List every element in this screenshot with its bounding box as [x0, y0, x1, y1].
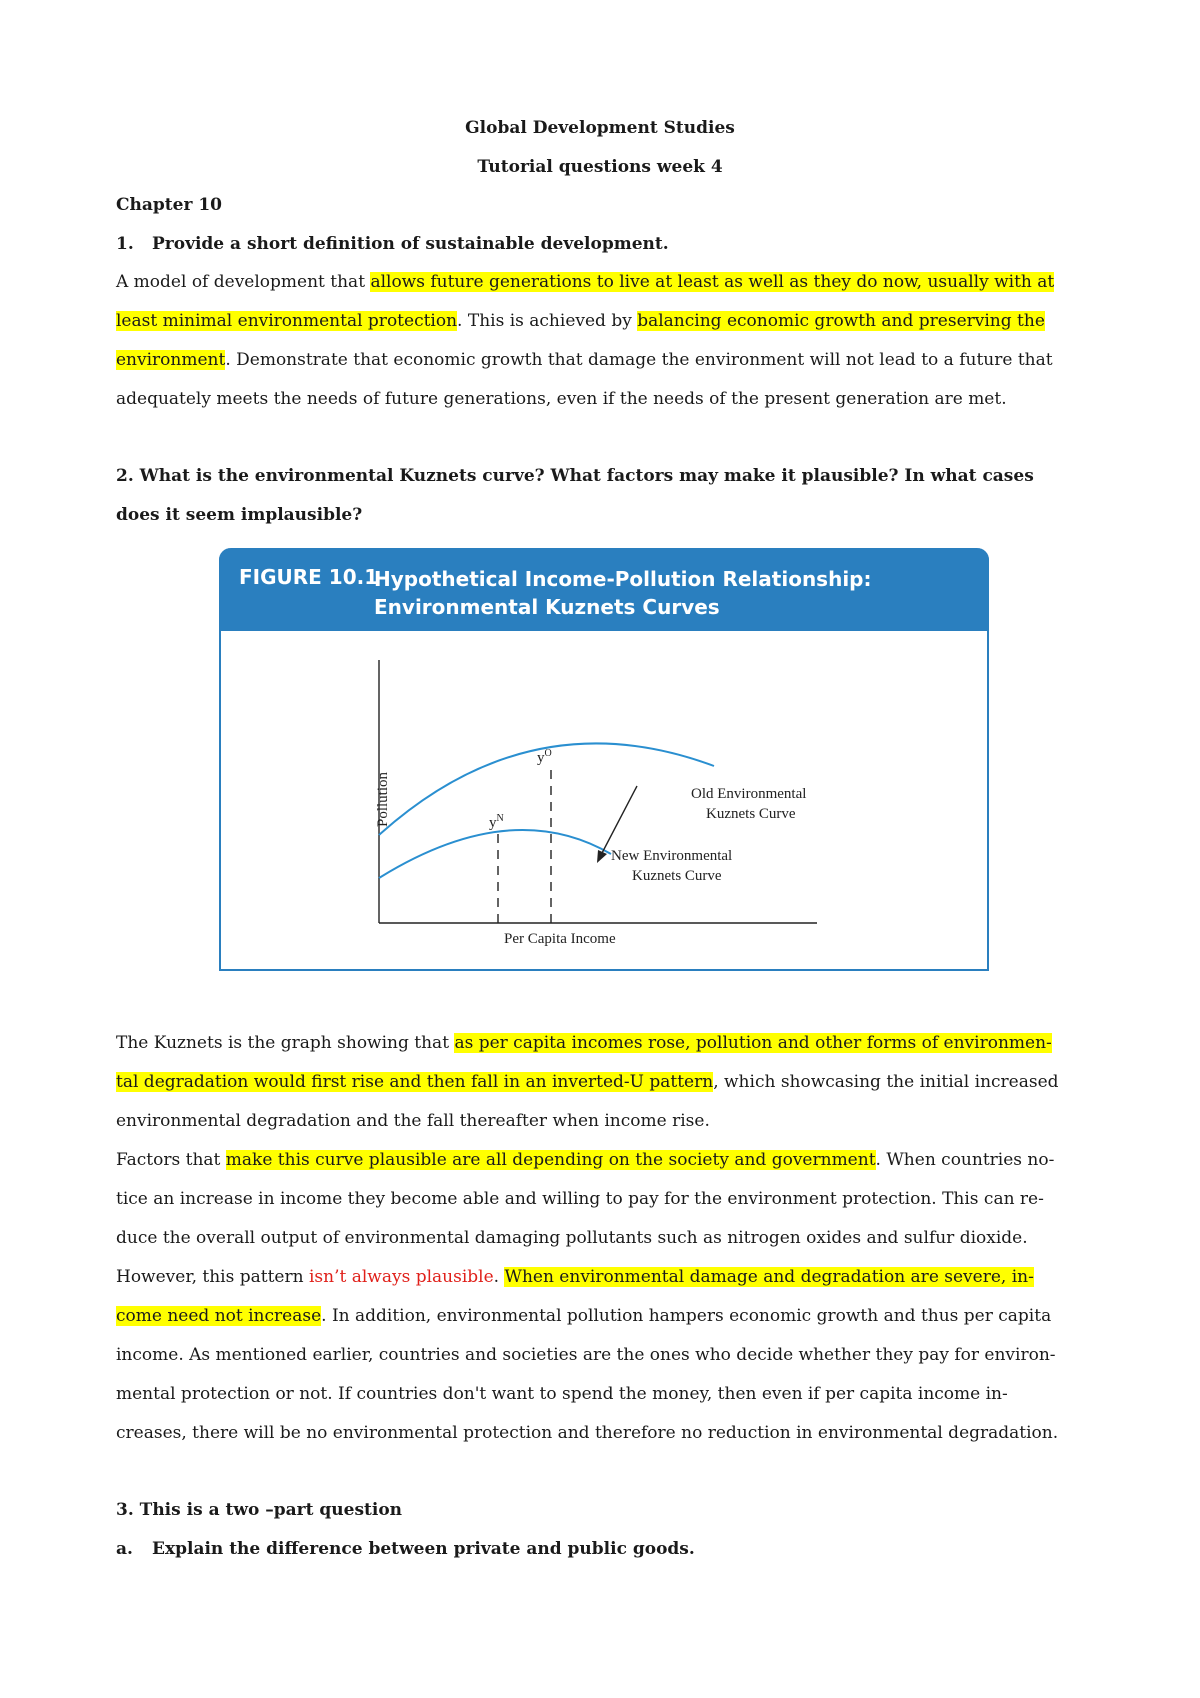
highlighted-text: When environmental damage and degradation are severe, in- — [504, 1267, 1034, 1287]
new-curve-label-2: Kuznets Curve — [632, 868, 722, 884]
text-run: A model of development that — [116, 272, 371, 292]
question-1 — [116, 234, 669, 254]
figure-10-1 — [219, 548, 989, 971]
figure-label: FIGURE 10.1 — [239, 565, 379, 589]
question-3a-text: Explain the difference between private and public goods. — [152, 1539, 695, 1559]
figure-title: Hypothetical Income-Pollution Relationship: Environmental Kuznets Curves — [374, 567, 872, 619]
new-kuznets-curve — [379, 830, 611, 878]
highlighted-text: balancing economic growth and preserving the — [637, 311, 1045, 331]
question-3-title: 3. This is a two –part question — [116, 1500, 403, 1520]
answer-2-line-3: environmental degradation and the fall thereafter when income rise. — [116, 1111, 710, 1131]
highlighted-text: environment — [116, 350, 226, 370]
old-curve-label-1: Old Environmental — [691, 786, 807, 802]
text-run: . Demonstrate that economic growth that damage the environment will not lead to a future that — [225, 350, 1053, 370]
red-text: isn’t always plausible — [308, 1267, 494, 1287]
answer-2-line-5: tice an increase in income they become able and willing to pay for the environment protection. This can re- — [116, 1189, 1044, 1209]
question-1-number: 1. — [116, 234, 134, 254]
answer-2-line-10: mental protection or not. If countries don't want to spend the money, then even if per capita income in- — [116, 1384, 1008, 1404]
answer-1-line-1 — [116, 272, 1054, 292]
text-run: The Kuznets is the graph showing that — [116, 1033, 455, 1053]
x-axis-label: Per Capita Income — [504, 931, 616, 947]
new-peak-label: $y^N$ — [489, 813, 504, 831]
highlighted-text: make this curve plausible are all depending on the society and government — [225, 1150, 876, 1170]
doc-title: Global Development Studies — [465, 118, 735, 138]
highlighted-text: allows future generations to live at least as well as they do now, usually with at — [370, 272, 1055, 292]
shift-arrow — [601, 786, 637, 855]
answer-2-line-9: income. As mentioned earlier, countries and societies are the ones who decide whether they pay for environ- — [116, 1345, 1056, 1365]
highlighted-text: as per capita incomes rose, pollution and other forms of environmen- — [454, 1033, 1052, 1053]
question-3a — [116, 1539, 695, 1559]
answer-1-line-4: adequately meets the needs of future generations, even if the needs of the present generation are met. — [116, 389, 1007, 409]
text-run: . — [493, 1267, 505, 1287]
new-curve-label-1: New Environmental — [611, 848, 733, 864]
text-run: Factors that — [116, 1150, 226, 1170]
question-1-text: Provide a short definition of sustainable development. — [152, 234, 669, 254]
question-3a-number: a. — [116, 1539, 133, 1559]
doc-subtitle: Tutorial questions week 4 — [477, 157, 723, 177]
question-2-line-2: does it seem implausible? — [116, 505, 363, 525]
kuznets-curve-diagram — [221, 548, 987, 969]
text-run: . In addition, environmental pollution hampers economic growth and thus per capita — [321, 1306, 1052, 1326]
highlighted-text: tal degradation would first rise and then fall in an inverted-U pattern — [116, 1072, 714, 1092]
highlighted-text: least minimal environmental protection — [116, 311, 458, 331]
text-run: . This is achieved by — [457, 311, 638, 331]
answer-2-line-11: creases, there will be no environmental protection and therefore no reduction in environmental degradation. — [116, 1423, 1059, 1443]
answer-2-line-1 — [116, 1033, 1052, 1053]
answer-2-line-4 — [116, 1150, 1054, 1170]
text-run: , which showcasing the initial increased — [713, 1072, 1059, 1092]
question-2-line-1: 2. What is the environmental Kuznets curve? What factors may make it plausible? In what cases — [116, 466, 1034, 486]
old-curve-label-2: Kuznets Curve — [706, 806, 796, 822]
highlighted-text: come need not increase — [116, 1306, 322, 1326]
answer-2-line-6: duce the overall output of environmental damaging pollutants such as nitrogen oxides and sulfur dioxide. — [116, 1228, 1028, 1248]
text-run: However, this pattern — [116, 1267, 309, 1287]
y-axis-label: Pollution — [375, 771, 391, 827]
answer-2-line-7 — [116, 1267, 1034, 1287]
answer-1-line-2 — [116, 311, 1045, 331]
chapter-heading: Chapter 10 — [116, 195, 222, 215]
answer-2-line-8 — [116, 1306, 1051, 1326]
text-run: . When countries no- — [875, 1150, 1055, 1170]
old-peak-label: $y^O$ — [537, 748, 552, 766]
answer-2-line-2 — [116, 1072, 1059, 1092]
answer-1-line-3 — [116, 350, 1053, 370]
